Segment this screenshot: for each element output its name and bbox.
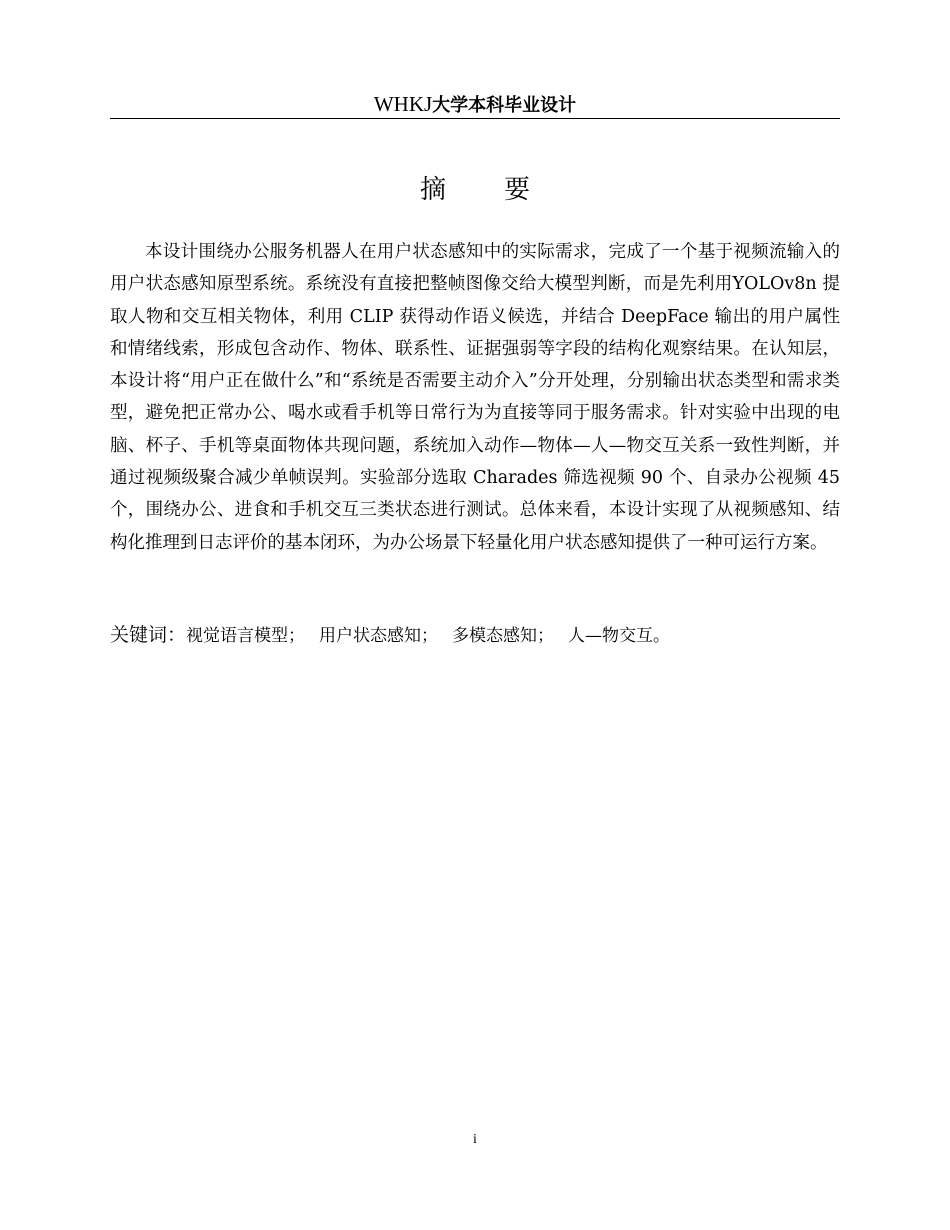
header-divider <box>110 118 840 119</box>
abstract-title-char-1: 摘 <box>419 175 446 205</box>
keyword-item: 人—物交互。 <box>568 626 671 646</box>
page-number: i <box>473 1132 477 1147</box>
abstract-title-char-2: 要 <box>504 175 531 205</box>
keyword-item: 多模态感知； <box>452 626 555 646</box>
running-header-chinese: 大学本科毕业设计 <box>432 95 577 116</box>
keywords-line <box>110 620 840 651</box>
keywords-label: 关键词： <box>110 624 187 646</box>
keyword-item: 用户状态感知； <box>319 626 439 646</box>
running-header <box>110 91 840 119</box>
keyword-item: 视觉语言模型； <box>186 626 306 646</box>
running-header-latin: WHKJ <box>373 92 433 116</box>
abstract-body: 本设计围绕办公服务机器人在用户状态感知中的实际需求，完成了一个基于视频流输入的用户状态感知原型系统。系统没有直接把整帧图像交给大模型判断，而是先利用YOLOv8n 提取人物和交互相关物体，利用 CLIP 获得动作语义候选，并结合 DeepFace 输出的用户属性和情绪线索，形成包含动作、物体、联系性、证据强弱等字段的结构化观察结果。在认知层，本设计将“用户正在做什么”和“系统是否需要主动介入”分开处理，分别输出状态类型和需求类型，避免把正常办公、喝水或看手机等日常行为为直接等同于服务需求。针对实验中出现的电脑、杯子、手机等桌面物体共现问题，系统加入动作—物体—人—物交互关系一致性判断，并通过视频级聚合减少单帧误判。实验部分选取 Charades 筛选视频 90 个、自录办公视频 45 个，围绕办公、进食和手机交互三类状态进行测试。总体来看，本设计实现了从视频感知、结构化推理到日志评价的基本闭环，为办公场景下轻量化用户状态感知提供了一种可运行方案。 <box>110 242 840 553</box>
abstract-title <box>110 172 840 208</box>
